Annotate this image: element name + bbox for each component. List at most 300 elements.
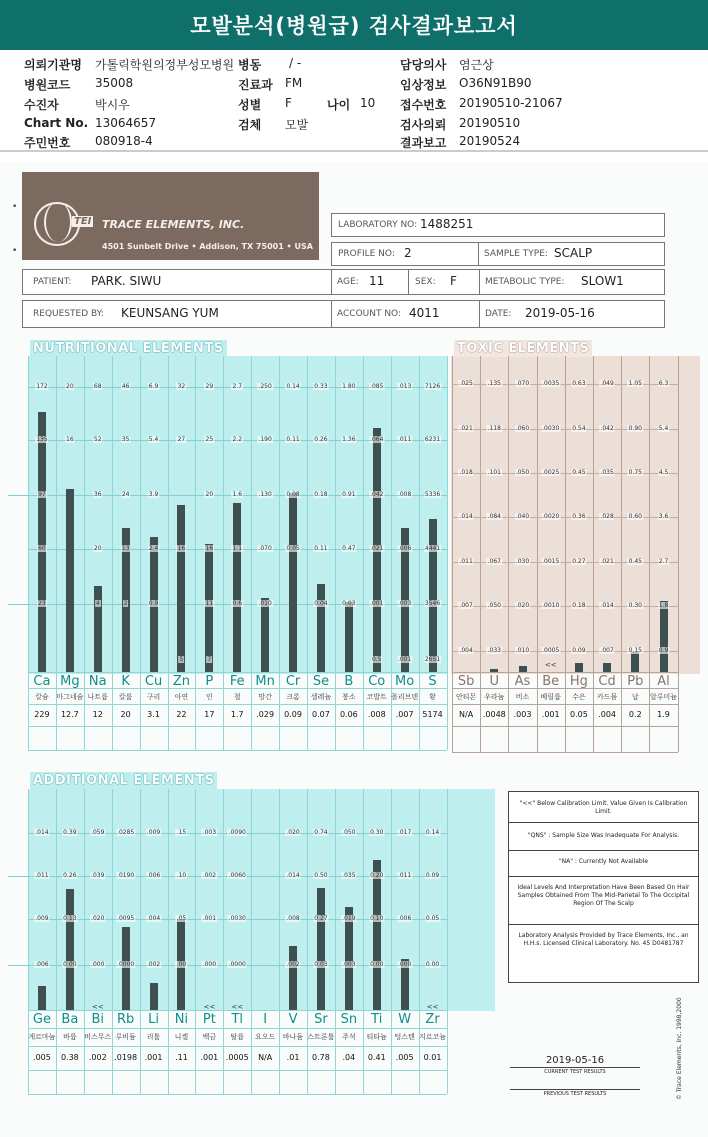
requested-box	[22, 300, 665, 328]
element-symbol-b: B	[344, 674, 354, 689]
column-divider	[593, 356, 594, 752]
bar-b	[345, 602, 353, 672]
element-symbol-ge: Ge	[32, 1012, 51, 1027]
element-result: .01	[286, 1053, 300, 1062]
scale-tick: .006	[146, 872, 161, 879]
request-date-value: 20190510	[459, 116, 521, 130]
scale-tick: .014	[459, 513, 473, 520]
element-name: 칼륨	[118, 693, 133, 701]
table-line	[28, 726, 447, 727]
scale-tick: .021	[600, 558, 614, 565]
age-value: 11	[369, 274, 385, 288]
element-symbol-k: K	[121, 674, 130, 689]
scale-tick: .050	[515, 469, 530, 476]
scale-tick: 36	[93, 491, 102, 498]
scale-tick: 2.7	[232, 383, 243, 390]
scale-tick: 23	[38, 600, 46, 607]
additional-title: ADDITIONAL ELEMENTS	[30, 772, 217, 789]
bar-hg	[575, 663, 583, 672]
clinical-info-label: 임상정보	[400, 78, 447, 92]
divider	[479, 301, 480, 327]
bar-u	[490, 669, 498, 672]
element-result: .11	[175, 1053, 188, 1062]
element-result: 12.7	[60, 710, 79, 719]
scale-tick: .070	[258, 545, 272, 552]
scale-tick: 2.2	[232, 436, 243, 443]
column-divider	[251, 789, 252, 1094]
bar-pb	[631, 652, 639, 672]
scale-tick: 0.26	[314, 436, 328, 443]
element-name: 니켈	[174, 1033, 189, 1041]
element-name: 리튬	[146, 1033, 161, 1041]
scale-tick: 0.33	[314, 383, 328, 390]
scale-tick: 0.60	[628, 513, 642, 520]
divider	[509, 822, 698, 823]
element-result: .005	[395, 1053, 414, 1062]
scale-tick: .010	[515, 647, 530, 654]
scale-tick: .011	[397, 872, 412, 879]
scale-tick: .101	[487, 469, 501, 476]
requested-by-value: KEUNSANG YUM	[121, 306, 219, 320]
scale-tick: 13	[121, 545, 130, 552]
additional-chart-area	[28, 789, 495, 1011]
column-divider	[307, 356, 308, 750]
scale-tick: 5.4	[148, 436, 159, 443]
scale-tick: 0.15	[628, 647, 642, 654]
scale-tick: .0095	[117, 915, 135, 922]
scale-tick: 0.09	[572, 647, 586, 654]
scale-tick: 97	[38, 491, 46, 498]
element-symbol-ti: Ti	[371, 1012, 383, 1027]
scale-tick: 0.30	[370, 829, 384, 836]
legend-calibration: "<<" Below Calibration Limit. Value Given Is Calibration Limit.	[519, 800, 688, 815]
element-name: 크롬	[286, 693, 300, 701]
scale-tick: 4441	[424, 545, 441, 552]
scale-tick: .049	[600, 380, 614, 387]
scale-tick: 0.5	[371, 656, 382, 663]
scale-tick: 0.27	[314, 915, 328, 922]
scan-speck: •	[12, 246, 18, 256]
divider	[331, 270, 332, 294]
column-divider	[140, 789, 141, 1094]
column-divider	[363, 356, 364, 750]
sex-value: F	[450, 274, 457, 288]
date-value: 2019-05-16	[525, 306, 595, 320]
scale-tick: 16	[205, 545, 214, 552]
element-symbol-zr: Zr	[425, 1012, 440, 1027]
column-divider	[447, 789, 448, 1094]
element-result: 1.9	[657, 710, 670, 719]
hospital-code-value: 35008	[95, 76, 134, 90]
account-no-value: 4011	[409, 306, 440, 320]
table-line	[452, 672, 678, 673]
bar-sn	[345, 907, 353, 1010]
element-result: .001	[144, 1053, 163, 1062]
scale-tick: .020	[91, 915, 105, 922]
column-divider	[140, 356, 141, 750]
element-name: 몰리브덴	[391, 693, 419, 701]
element-symbol-co: Co	[368, 674, 386, 689]
department-label: 진료과	[238, 78, 273, 92]
column-divider	[307, 789, 308, 1094]
scale-tick: 7126	[424, 383, 441, 390]
scale-tick: 60	[38, 545, 46, 552]
element-symbol-v: V	[288, 1012, 298, 1027]
element-name: 안티몬	[455, 693, 477, 701]
scale-tick: .019	[342, 915, 356, 922]
element-result: 0.41	[367, 1053, 386, 1062]
scale-tick: 25	[205, 436, 214, 443]
scale-tick: .059	[91, 829, 105, 836]
column-divider	[621, 356, 622, 752]
scale-tick: .0285	[117, 829, 135, 836]
divider	[331, 301, 332, 327]
column-divider	[335, 789, 336, 1094]
column-divider	[363, 789, 364, 1094]
scale-tick: 0.45	[628, 558, 642, 565]
range-marker	[8, 495, 28, 496]
element-symbol-i: I	[263, 1012, 268, 1027]
column-divider	[56, 789, 57, 1094]
scale-tick: .004	[459, 647, 473, 654]
column-divider	[419, 356, 420, 750]
below-limit-flag: <<	[91, 1003, 104, 1011]
element-result: 1.7	[230, 710, 244, 719]
institution-label: 의뢰기관명	[24, 58, 82, 72]
element-name: 수은	[572, 693, 586, 701]
scale-tick: .067	[487, 558, 501, 565]
scale-tick: .003	[342, 961, 356, 968]
scan-speck: •	[12, 202, 18, 212]
element-symbol-fe: Fe	[229, 674, 245, 689]
element-name: 납	[631, 693, 639, 701]
column-divider	[56, 356, 57, 750]
scale-tick: .011	[397, 436, 412, 443]
scale-tick: .0020	[542, 513, 560, 520]
element-result: .008	[367, 710, 386, 719]
element-result: .005	[33, 1053, 51, 1062]
element-name: 비소	[515, 693, 530, 701]
scale-tick: 52	[93, 436, 102, 443]
scale-tick: .006	[35, 961, 49, 968]
divider	[479, 270, 480, 294]
scale-tick: 1.8	[658, 602, 669, 609]
scale-tick: 6.9	[148, 383, 159, 390]
table-line	[28, 672, 447, 673]
table-line	[28, 1046, 447, 1047]
patient-label: PATIENT:	[33, 277, 72, 287]
scale-tick: 0.30	[628, 602, 642, 609]
table-line	[452, 688, 678, 689]
sample-type-value: SCALP	[554, 246, 593, 260]
column-divider	[168, 356, 169, 750]
column-divider	[195, 356, 196, 750]
scale-tick: .011	[459, 558, 473, 565]
scale-tick: 1.05	[628, 380, 642, 387]
element-name: 바나듐	[282, 1033, 304, 1041]
element-result: 3.1	[147, 710, 160, 719]
scale-tick: .020	[515, 602, 530, 609]
element-result: 0.06	[339, 710, 358, 719]
scale-tick: 0.09	[425, 872, 440, 879]
element-name: 주석	[342, 1033, 356, 1041]
scale-tick: 20	[205, 491, 214, 498]
bar-rb	[122, 927, 130, 1010]
scale-tick: .017	[397, 829, 412, 836]
element-symbol-mo: Mo	[395, 674, 415, 689]
scale-tick: .000	[397, 961, 412, 968]
element-name: 셀레늄	[310, 693, 332, 701]
element-symbol-p: P	[205, 674, 214, 689]
element-symbol-cd: Cd	[598, 674, 616, 689]
element-result: 0.2	[628, 710, 642, 719]
element-name: 알루미늄	[649, 693, 678, 701]
element-name: 구리	[146, 693, 161, 701]
scale-tick: 11	[205, 600, 214, 607]
divider	[0, 150, 708, 152]
scale-tick: 0.90	[628, 425, 642, 432]
table-line	[28, 704, 447, 705]
scale-tick: 0.36	[572, 513, 586, 520]
table-line	[28, 750, 447, 751]
element-result: 0.38	[60, 1053, 79, 1062]
element-symbol-w: W	[398, 1012, 412, 1027]
chart-no-label: Chart No.	[24, 116, 89, 130]
scale-tick: 0.13	[63, 915, 77, 922]
results-key	[510, 1055, 640, 1097]
element-symbol-se: Se	[312, 674, 330, 689]
lab-address: 4501 Sunbelt Drive • Addison, TX 75001 • USA	[102, 242, 313, 251]
scale-tick: 0.9	[148, 600, 159, 607]
age-value: 10	[360, 96, 376, 110]
element-name: 나트륨	[87, 693, 108, 701]
scale-tick: .025	[459, 380, 473, 387]
element-symbol-cr: Cr	[285, 674, 301, 689]
scale-tick: .00	[176, 961, 187, 968]
column-divider	[537, 356, 538, 752]
scale-tick: .009	[35, 915, 49, 922]
scale-tick: 3546	[424, 600, 441, 607]
scale-tick: .040	[515, 513, 530, 520]
element-symbol-na: Na	[88, 674, 107, 689]
profile-box	[331, 242, 665, 266]
bar-ge	[38, 986, 46, 1010]
toxic-title: TOXIC ELEMENTS	[454, 340, 592, 357]
scale-tick: 0.45	[572, 469, 586, 476]
column-divider	[223, 789, 224, 1094]
profile-no-label: PROFILE NO:	[338, 249, 395, 259]
scale-tick: 0.9	[658, 647, 669, 654]
scale-tick: 24	[121, 491, 130, 498]
scale-tick: .0030	[542, 425, 560, 432]
scale-tick: 0.75	[628, 469, 642, 476]
scale-tick: 3.9	[148, 491, 159, 498]
column-divider	[279, 789, 280, 1094]
element-name: 루비듐	[115, 1033, 136, 1041]
scale-tick: .008	[286, 915, 300, 922]
age-label: AGE:	[337, 277, 359, 287]
element-name: 망간	[258, 693, 272, 701]
element-result: 0.07	[312, 710, 330, 719]
element-result: 0.05	[569, 710, 588, 719]
bar-fe	[233, 503, 241, 672]
scale-tick: .008	[397, 491, 412, 498]
copyright: © Trace Elements, Inc. 1998,2000	[676, 997, 683, 1100]
scale-tick: .030	[515, 558, 530, 565]
scale-tick: .001	[202, 915, 217, 922]
scale-tick: 135	[36, 436, 48, 443]
element-name: 베릴륨	[540, 693, 561, 701]
element-name: 비스무스	[84, 1033, 112, 1041]
scale-tick: 4.5	[658, 469, 669, 476]
element-result: 0.01	[423, 1053, 442, 1062]
element-symbol-cu: Cu	[144, 674, 163, 689]
laboratory-no-box	[331, 213, 665, 237]
scale-tick: .018	[459, 469, 473, 476]
element-name: 황	[429, 693, 436, 701]
profile-no-value: 2	[404, 246, 412, 260]
date-label: DATE:	[485, 309, 512, 319]
element-result: .04	[342, 1053, 356, 1062]
column-divider	[84, 356, 85, 750]
previous-line	[510, 1075, 640, 1090]
element-result: .0048	[482, 710, 506, 719]
scale-tick: .0010	[542, 602, 560, 609]
divider	[408, 270, 409, 294]
scale-tick: 6.3	[658, 380, 669, 387]
scale-tick: .021	[459, 425, 473, 432]
column-divider	[447, 356, 448, 750]
scale-tick: 5336	[424, 491, 441, 498]
scale-tick: .135	[487, 380, 501, 387]
scale-tick: 0.08	[286, 491, 300, 498]
element-symbol-ba: Ba	[61, 1012, 79, 1027]
scale-tick: 0.05	[286, 545, 300, 552]
bar-v	[289, 946, 297, 1010]
column-divider	[480, 356, 481, 752]
scale-tick: 35	[121, 436, 130, 443]
nutritional-title: NUTRITIONAL ELEMENTS	[30, 340, 227, 357]
scale-tick: 0.18	[572, 602, 586, 609]
element-name: 탈륨	[230, 1033, 245, 1041]
divider	[478, 243, 479, 265]
table-line	[28, 1070, 447, 1071]
scale-tick: 0.50	[314, 872, 328, 879]
element-symbol-zn: Zn	[172, 674, 191, 689]
scale-tick: 46	[121, 383, 130, 390]
element-name: 마그네슘	[56, 693, 84, 701]
scale-tick: .001	[370, 600, 384, 607]
scale-tick: .006	[397, 545, 412, 552]
bar-mg	[66, 489, 74, 672]
legend-laboratory: Laboratory Analysis Provided by Trace Elements, Inc., an H.H.s. Licensed Clinical Laboratory. No. 45 D0481787	[518, 932, 689, 947]
ward-value: / -	[289, 56, 302, 70]
scale-tick: 0.47	[342, 545, 356, 552]
scale-tick: 0.03	[314, 961, 328, 968]
scale-tick: .011	[35, 872, 49, 879]
requested-by-label: REQUESTED BY:	[33, 309, 105, 319]
bar-cd	[603, 663, 611, 672]
element-result: .001	[200, 1053, 219, 1062]
element-symbol-al: Al	[657, 674, 670, 689]
lab-company: TRACE ELEMENTS, INC.	[102, 218, 245, 231]
bar-cr	[289, 493, 297, 672]
scale-tick: .000	[91, 961, 105, 968]
lab-logo	[22, 172, 319, 260]
scale-tick: .0015	[542, 558, 560, 565]
scale-tick: .004	[146, 915, 161, 922]
table-line	[452, 752, 678, 753]
column-divider	[223, 356, 224, 750]
column-divider	[391, 356, 392, 750]
bar-zn	[177, 505, 185, 672]
scale-tick: .10	[176, 872, 187, 879]
scale-tick: .001	[397, 656, 412, 663]
column-divider	[279, 356, 280, 750]
scale-tick: .0190	[117, 872, 135, 879]
element-name: 지르코늄	[419, 1033, 447, 1041]
element-result: .0198	[114, 1053, 138, 1062]
scale-tick: 5	[179, 656, 184, 663]
below-limit-flag: <<	[544, 661, 557, 669]
table-line	[452, 704, 678, 705]
bar-al	[660, 601, 668, 672]
scale-tick: .05	[176, 915, 187, 922]
element-result: 229	[34, 710, 50, 719]
element-name: 인	[205, 693, 213, 701]
element-symbol-sb: Sb	[457, 674, 475, 689]
scale-tick: .003	[202, 829, 217, 836]
scale-tick: 0.14	[425, 829, 440, 836]
sex-label: SEX:	[415, 277, 436, 287]
below-limit-flag: <<	[203, 1003, 216, 1011]
scale-tick: .084	[487, 513, 501, 520]
examinee-label: 수진자	[24, 98, 59, 112]
element-name: 텅스텐	[394, 1033, 415, 1041]
scale-tick: 0.74	[314, 829, 328, 836]
element-result: .001	[541, 710, 560, 719]
scale-tick: .000	[202, 961, 217, 968]
divider	[509, 850, 698, 851]
scale-tick: 3.6	[658, 513, 669, 520]
scale-tick: 27	[177, 436, 186, 443]
bar-sr	[317, 888, 325, 1010]
scale-tick: .039	[91, 872, 105, 879]
scale-tick: 0.39	[63, 829, 77, 836]
column-divider	[391, 789, 392, 1094]
scale-tick: 1.36	[342, 436, 356, 443]
laboratory-no-value: 1488251	[420, 217, 474, 231]
scale-tick: .010	[258, 600, 272, 607]
bar-ba	[66, 889, 74, 1010]
receipt-no-label: 접수번호	[400, 98, 447, 112]
scale-tick: 4	[95, 600, 100, 607]
scale-tick: .035	[600, 469, 614, 476]
resident-no-value: 080918-4	[95, 134, 153, 148]
element-symbol-li: Li	[148, 1012, 159, 1027]
element-result: N/A	[459, 710, 474, 719]
column-divider	[28, 356, 29, 750]
sex-label: 성별	[238, 98, 262, 112]
bar-ca	[38, 412, 46, 672]
scale-tick: .050	[342, 829, 356, 836]
current-label: CURRENT TEST RESULTS	[544, 1069, 606, 1075]
scale-tick: .013	[397, 383, 412, 390]
scale-tick: 0.63	[572, 380, 586, 387]
scale-tick: .0005	[542, 647, 560, 654]
element-name: 카드뮴	[596, 693, 618, 701]
patient-info	[0, 52, 708, 148]
